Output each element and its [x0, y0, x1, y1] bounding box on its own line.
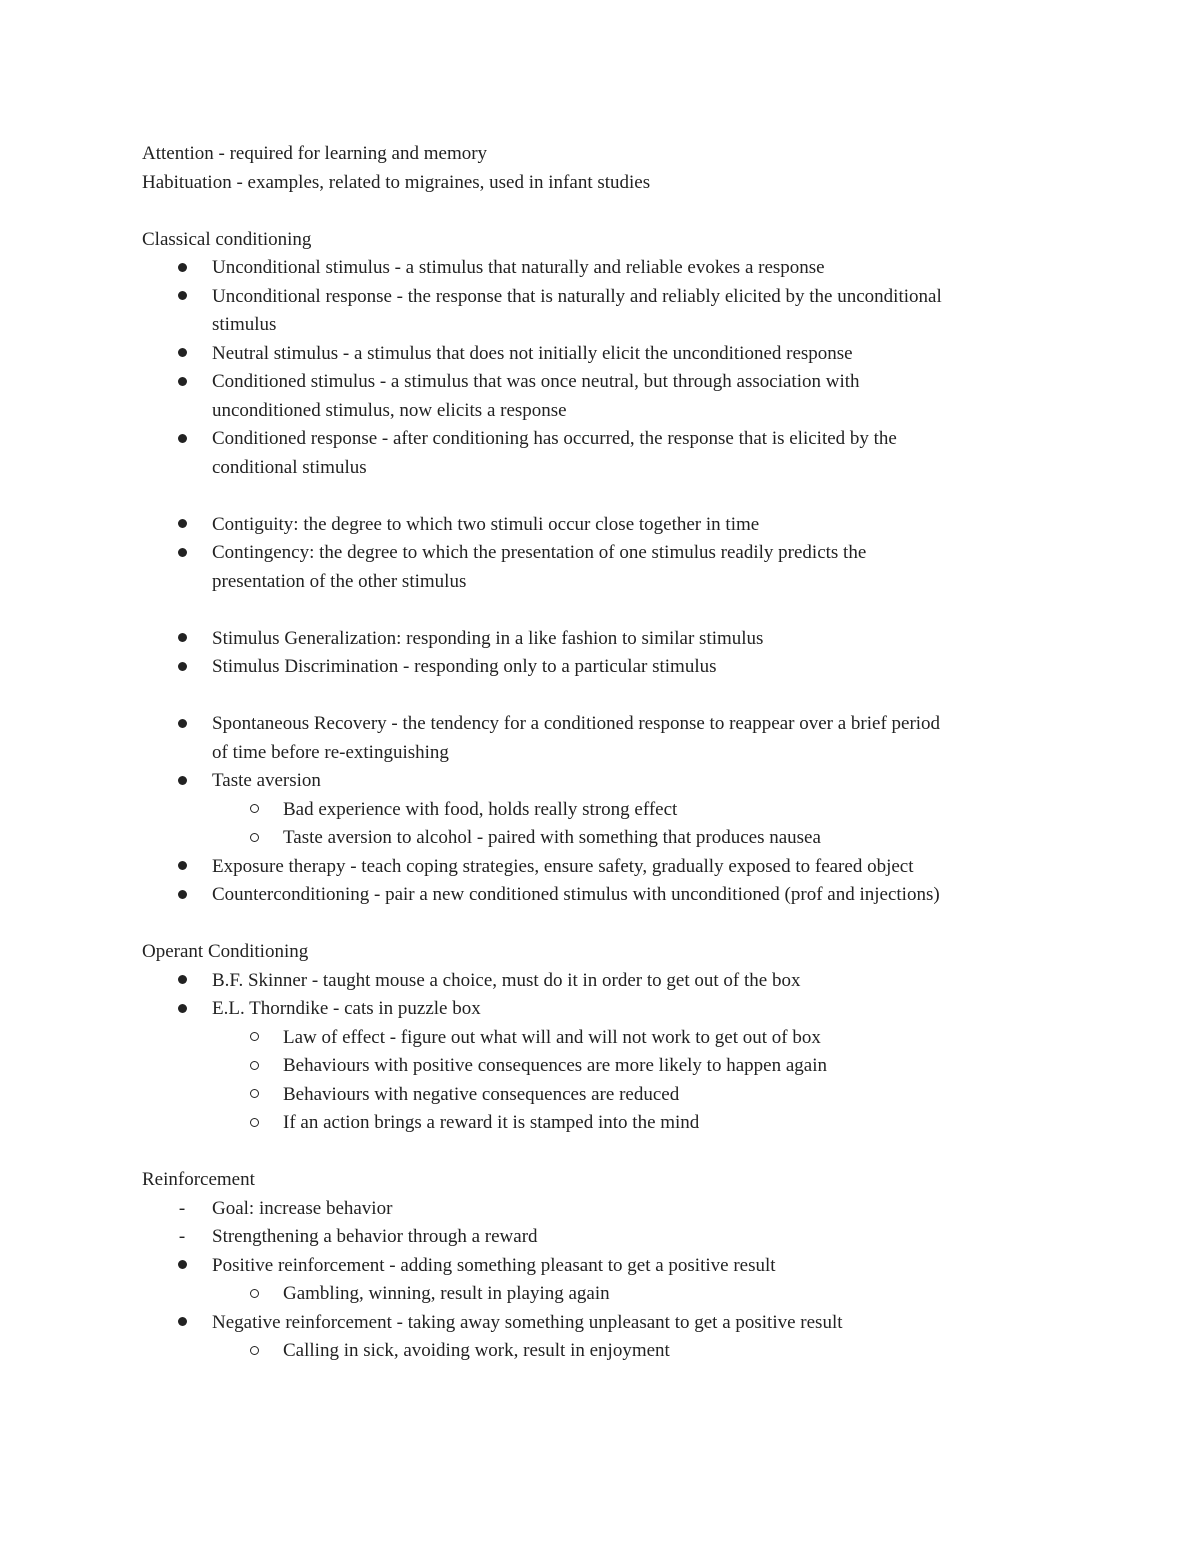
list-item: Positive reinforcement - adding something pleasant to get a positive result: [142, 1252, 1062, 1281]
positive-reinforcement-sublist: [142, 1280, 1062, 1309]
list-item: Behaviours with negative consequences are reduced: [142, 1081, 1062, 1110]
taste-aversion-sublist: [142, 796, 1062, 853]
classical-list-2: [142, 511, 1062, 597]
list-item: B.F. Skinner - taught mouse a choice, must do it in order to get out of the box: [142, 967, 1062, 996]
spacer: [142, 682, 1062, 711]
spacer: [142, 197, 1062, 226]
bullet-icon: [172, 625, 192, 654]
list-item: Conditioned stimulus - a stimulus that was once neutral, but through association with unconditioned stimulus, now elicits a response: [142, 368, 1062, 425]
intro-attention: Attention - required for learning and memory: [142, 143, 488, 164]
hollow-bullet-icon: [244, 824, 264, 853]
list-item: Unconditional stimulus - a stimulus that naturally and reliable evokes a response: [142, 254, 1062, 283]
list-item: Neutral stimulus - a stimulus that does not initially elicit the unconditioned response: [142, 340, 1062, 369]
list-item: Taste aversion: [142, 767, 1062, 796]
classical-list-3: [142, 625, 1062, 682]
hollow-bullet-icon: [244, 1337, 264, 1366]
bullet-icon: [172, 539, 192, 568]
hollow-bullet-icon: [244, 1052, 264, 1081]
hollow-bullet-icon: [244, 1081, 264, 1110]
reinforcement-list: [142, 1195, 1062, 1281]
section-heading-reinforcement: Reinforcement: [142, 1169, 255, 1190]
bullet-icon: [172, 767, 192, 796]
spacer: [142, 482, 1062, 511]
list-item: Law of effect - figure out what will and will not work to get out of box: [142, 1024, 1062, 1053]
reinforcement-list-2: [142, 1309, 1062, 1338]
bullet-icon: [172, 283, 192, 312]
bullet-icon: [172, 710, 192, 739]
bullet-icon: [172, 368, 192, 397]
list-item: Conditioned response - after conditioning has occurred, the response that is elicited by the conditional stimulus: [142, 425, 1062, 482]
list-item: Stimulus Discrimination - responding only to a particular stimulus: [142, 653, 1062, 682]
classical-list-5: [142, 853, 1062, 910]
list-item: Bad experience with food, holds really strong effect: [142, 796, 1062, 825]
list-item: Contiguity: the degree to which two stimuli occur close together in time: [142, 511, 1062, 540]
thorndike-sublist: [142, 1024, 1062, 1138]
section-heading-operant: Operant Conditioning: [142, 941, 309, 962]
bullet-icon: [172, 853, 192, 882]
spacer: [142, 1138, 1062, 1167]
hollow-bullet-icon: [244, 1024, 264, 1053]
bullet-icon: [172, 1309, 192, 1338]
list-item: Stimulus Generalization: responding in a like fashion to similar stimulus: [142, 625, 1062, 654]
bullet-icon: [172, 425, 192, 454]
bullet-icon: [172, 340, 192, 369]
list-item: Contingency: the degree to which the presentation of one stimulus readily predicts the presentation of the other stimulus: [142, 539, 1062, 596]
dash-bullet-icon: -: [178, 1226, 186, 1247]
spacer: [142, 596, 1062, 625]
section-heading-classical: Classical conditioning: [142, 228, 312, 250]
bullet-icon: [172, 254, 192, 283]
list-item: E.L. Thorndike - cats in puzzle box: [142, 995, 1062, 1024]
document-page: [142, 140, 1062, 1366]
list-item: Negative reinforcement - taking away something unpleasant to get a positive result: [142, 1309, 1062, 1338]
list-item: - Goal: increase behavior: [142, 1195, 1062, 1224]
negative-reinforcement-sublist: [142, 1337, 1062, 1366]
bullet-icon: [172, 1252, 192, 1281]
operant-list: [142, 967, 1062, 1024]
hollow-bullet-icon: [244, 1280, 264, 1309]
list-item: - Strengthening a behavior through a reward: [142, 1223, 1062, 1252]
bullet-icon: [172, 511, 192, 540]
hollow-bullet-icon: [244, 796, 264, 825]
classical-list-1: [142, 254, 1062, 482]
spacer: [142, 910, 1062, 939]
list-item: Exposure therapy - teach coping strategies, ensure safety, gradually exposed to feared object: [142, 853, 1062, 882]
bullet-icon: [172, 653, 192, 682]
bullet-icon: [172, 881, 192, 910]
bullet-icon: [172, 967, 192, 996]
classical-list-4: [142, 710, 1062, 796]
hollow-bullet-icon: [244, 1109, 264, 1138]
bullet-icon: [172, 995, 192, 1024]
dash-bullet-icon: -: [178, 1197, 186, 1219]
list-item: Counterconditioning - pair a new conditioned stimulus with unconditioned (prof and injections): [142, 881, 1062, 910]
intro-habituation: Habituation - examples, related to migraines, used in infant studies: [142, 171, 651, 193]
list-item: Taste aversion to alcohol - paired with something that produces nausea: [142, 824, 1062, 853]
list-item: Spontaneous Recovery - the tendency for a conditioned response to reappear over a brief period of time before re-extinguishing: [142, 710, 1062, 767]
list-item: Behaviours with positive consequences are more likely to happen again: [142, 1052, 1062, 1081]
list-item: Calling in sick, avoiding work, result in enjoyment: [142, 1337, 1062, 1366]
list-item: Gambling, winning, result in playing again: [142, 1280, 1062, 1309]
list-item: Unconditional response - the response that is naturally and reliably elicited by the unconditional stimulus: [142, 283, 1062, 340]
list-item: If an action brings a reward it is stamped into the mind: [142, 1109, 1062, 1138]
